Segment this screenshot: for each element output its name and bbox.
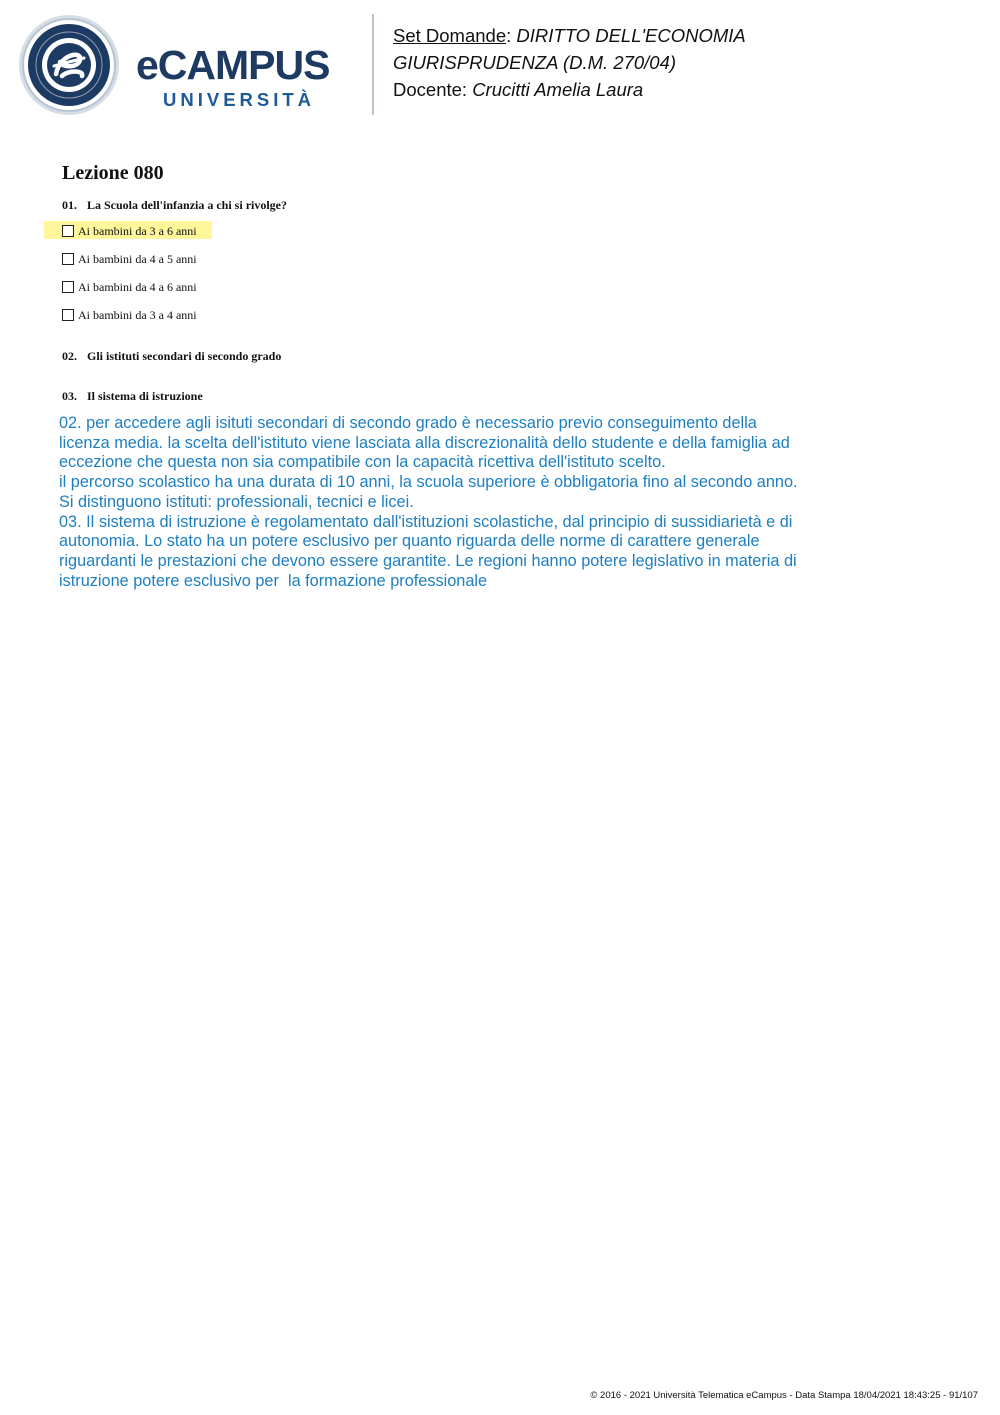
- question-02: [62, 349, 281, 364]
- question-01: [62, 198, 287, 213]
- checkbox-icon[interactable]: [62, 281, 74, 293]
- set-separator: :: [506, 25, 517, 46]
- answer-option-4[interactable]: [62, 306, 197, 324]
- question-text: La Scuola dell'infanzia a chi si rivolge?: [87, 198, 288, 212]
- ecampus-logo: [14, 12, 359, 122]
- seal-icon: [19, 15, 119, 115]
- question-number: 03.: [62, 389, 77, 403]
- docente-label: Docente:: [393, 79, 473, 100]
- set-value-2: GIURISPRUDENZA (D.M. 270/04): [393, 52, 677, 73]
- docente-line: [393, 76, 746, 103]
- header-info: [393, 22, 746, 103]
- set-line-1: [393, 22, 746, 49]
- checkbox-icon[interactable]: [62, 253, 74, 265]
- question-text: Il sistema di istruzione: [87, 389, 203, 403]
- note-line: 03. Il sistema di istruzione è regolamentato dall'istituzioni scolastiche, dal principio di sussidiarietà e di: [59, 512, 793, 531]
- page-header: [0, 0, 1000, 130]
- docente-value: Crucitti Amelia Laura: [472, 79, 644, 100]
- note-line: 02. per accedere agli isituti secondari di secondo grado è necessario previo conseguimento della: [59, 414, 757, 432]
- option-label: Ai bambini da 4 a 5 anni: [78, 251, 197, 266]
- set-label: Set Domande: [393, 25, 507, 46]
- answer-option-2[interactable]: [62, 250, 197, 268]
- question-number: 01.: [62, 198, 77, 212]
- option-label: Ai bambini da 4 a 6 anni: [78, 279, 197, 294]
- lesson-title: Lezione 080: [62, 162, 164, 184]
- question-text: Gli istituti secondari di secondo grado: [87, 349, 282, 363]
- note-line: licenza media. la scelta dell'istituto viene lasciata alla discrezionalità dello studente e della famiglia ad: [59, 433, 790, 452]
- option-label: Ai bambini da 3 a 4 anni: [78, 307, 197, 322]
- note-line: Si distinguono istituti: professionali, tecnici e licei.: [59, 492, 414, 511]
- answer-option-1[interactable]: [62, 222, 197, 240]
- note-line: autonomia. Lo stato ha un potere esclusivo per quanto riguarda delle norme di carattere generale: [59, 532, 760, 551]
- option-label: Ai bambini da 3 a 6 anni: [78, 223, 197, 238]
- set-value-1: DIRITTO DELL'ECONOMIA: [516, 25, 746, 46]
- note-line: riguardanti le prestazioni che devono essere garantite. Le regioni hanno potere legislativo in materia di: [59, 551, 797, 570]
- checkbox-icon[interactable]: [62, 309, 74, 321]
- svg-text:eCAMPUS: eCAMPUS: [136, 42, 330, 88]
- checkbox-icon[interactable]: [62, 225, 74, 237]
- note-line: eccezione che questa non sia compatibile con la capacità ricettiva dell'istituto scelto.: [59, 453, 666, 472]
- header-divider: [372, 14, 374, 115]
- question-number: 02.: [62, 349, 77, 363]
- answer-notes: [59, 414, 919, 591]
- question-03: [62, 389, 203, 404]
- set-line-2: [393, 49, 746, 76]
- page-footer: © 2016 - 2021 Università Telematica eCampus - Data Stampa 18/04/2021 18:43:25 - 91/107: [590, 1390, 978, 1401]
- note-line: istruzione potere esclusivo per la formazione professionale: [59, 571, 488, 590]
- note-line: il percorso scolastico ha una durata di 10 anni, la scuola superiore è obbligatoria fino al secondo anno.: [59, 473, 798, 492]
- answer-option-3[interactable]: [62, 278, 197, 296]
- svg-text:UNIVERSITÀ: UNIVERSITÀ: [163, 89, 316, 110]
